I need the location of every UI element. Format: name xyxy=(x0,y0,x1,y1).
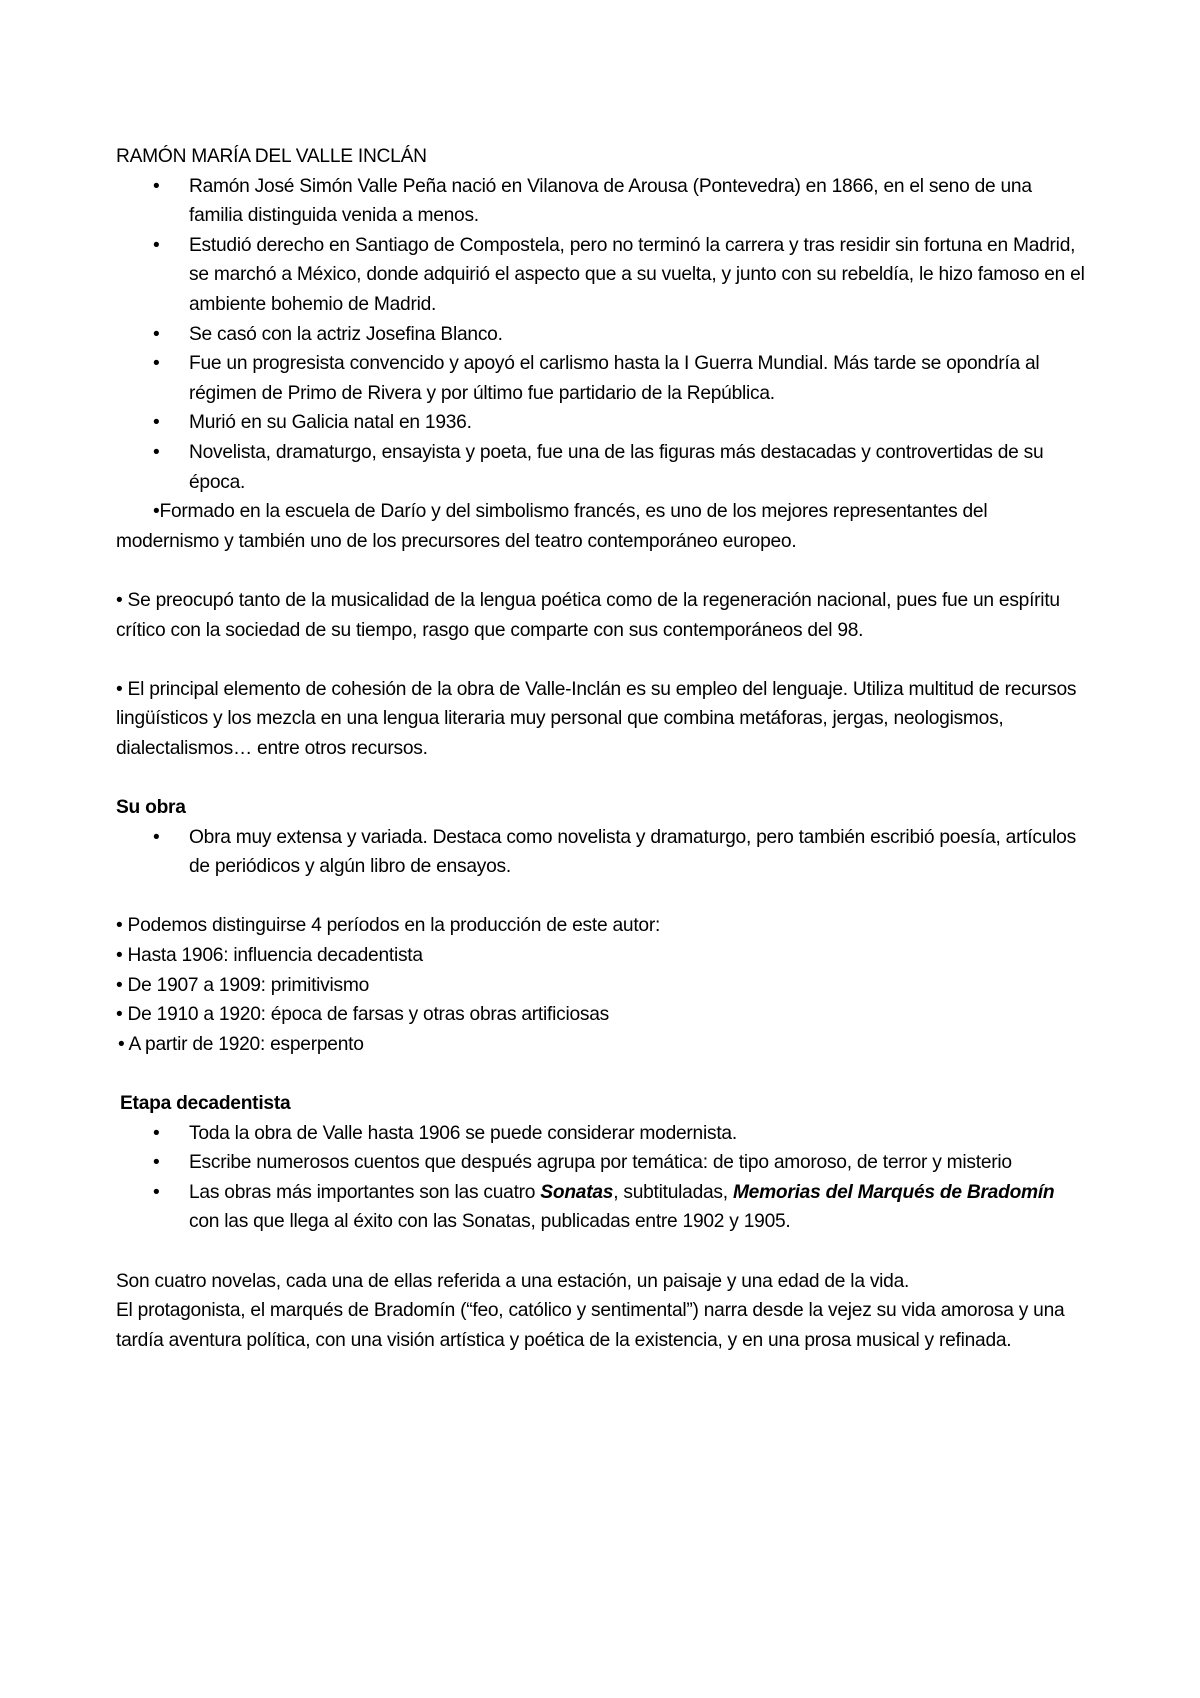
period-line: • Hasta 1906: influencia decadentista xyxy=(116,945,423,967)
etapa-bullet-text: con las que llega al éxito con las Sonatas, publicadas entre 1902 y 1905. xyxy=(189,1211,791,1233)
bio-bullet: • Murió en su Galicia natal en 1936. xyxy=(116,408,1086,438)
section-heading-su-obra: Su obra xyxy=(116,797,186,819)
bio-bullet: • Fue un progresista convencido y apoyó el carlismo hasta la I Guerra Mundial. Más tarde se opondría al régimen de Primo de Rivera y por último fue partidario de la República. xyxy=(116,349,1086,408)
blank-line xyxy=(116,1059,1086,1089)
document-title: RAMÓN MARÍA DEL VALLE INCLÁN xyxy=(116,146,427,167)
etapa-bullet xyxy=(116,1178,1086,1237)
su-obra-bullet: • Obra muy extensa y variada. Destaca como novelista y dramaturgo, pero también escribió poesía, artículos de periódicos y algún libro de ensayos. xyxy=(116,823,1086,882)
section-heading-etapa-decadentista: Etapa decadentista xyxy=(120,1093,291,1114)
blank-line xyxy=(116,645,1086,675)
document-page xyxy=(116,142,1086,1355)
blank-line xyxy=(116,763,1086,793)
bio-bullet: • Se casó con la actriz Josefina Blanco. xyxy=(116,320,1086,350)
etapa-bullet-text: Las obras más importantes son las cuatro xyxy=(189,1181,541,1203)
su-obra-bullet-list xyxy=(116,823,1086,882)
blank-line xyxy=(116,882,1086,912)
sonatas-title: Sonatas xyxy=(540,1181,614,1203)
etapa-bullet: • Toda la obra de Valle hasta 1906 se puede considerar modernista. xyxy=(116,1119,1086,1149)
blank-line xyxy=(116,556,1086,586)
bio-bullet: • Novelista, dramaturgo, ensayista y poeta, fue una de las figuras más destacadas y controvertidas de su época. xyxy=(116,438,1086,497)
paragraph-cohesion: • El principal elemento de cohesión de la obra de Valle-Inclán es su empleo del lenguaje. Utiliza multitud de recursos lingüísticos y los mezcla en una lengua literaria muy personal que combina metáforas, jergas, neologismos, dialectalismos… entre otros recursos. xyxy=(116,678,1077,759)
etapa-bullet: • Escribe numerosos cuentos que después agrupa por temática: de tipo amoroso, de terror y misterio xyxy=(116,1148,1086,1178)
blank-line xyxy=(116,1237,1086,1267)
closing-paragraph: El protagonista, el marqués de Bradomín (“feo, católico y sentimental”) narra desde la vejez su vida amorosa y una tardía aventura política, con una visión artística y poética de la existencia, y en una prosa musical y refinada. xyxy=(116,1300,1065,1351)
period-line: • De 1910 a 1920: época de farsas y otras obras artificiosas xyxy=(116,1004,610,1026)
bio-bullet: • Estudió derecho en Santiago de Compostela, pero no terminó la carrera y tras residir sin fortuna en Madrid, se marchó a México, donde adquirió el aspecto que a su vuelta, y junto con su rebeldía, le hizo famoso en el ambiente bohemio de Madrid. xyxy=(116,231,1086,320)
paragraph-musicalidad: • Se preocupó tanto de la musicalidad de la lengua poética como de la regeneración nacional, pues fue un espíritu crítico con la sociedad de su tiempo, rasgo que comparte con sus contemporáneos del 98. xyxy=(116,589,1060,641)
period-line: • De 1907 a 1909: primitivismo xyxy=(116,974,370,996)
bio-bullet: • Ramón José Simón Valle Peña nació en Vilanova de Arousa (Pontevedra) en 1866, en el seno de una familia distinguida venida a menos. xyxy=(116,172,1086,231)
memorias-title: Memorias del Marqués de Bradomín xyxy=(732,1181,1055,1203)
closing-line: Son cuatro novelas, cada una de ellas referida a una estación, un paisaje y una edad de la vida. xyxy=(116,1270,910,1292)
period-line: • Podemos distinguirse 4 períodos en la producción de este autor: xyxy=(116,915,661,937)
etapa-bullet-list xyxy=(116,1119,1086,1237)
period-line: • A partir de 1920: esperpento xyxy=(118,1033,364,1055)
bio-bullet-list xyxy=(116,172,1086,498)
etapa-bullet-text: , subtituladas, xyxy=(613,1181,733,1203)
paragraph-formado: •Formado en la escuela de Darío y del simbolismo francés, es uno de los mejores representantes del modernismo y también uno de los precursores del teatro contemporáneo europeo. xyxy=(116,501,988,552)
